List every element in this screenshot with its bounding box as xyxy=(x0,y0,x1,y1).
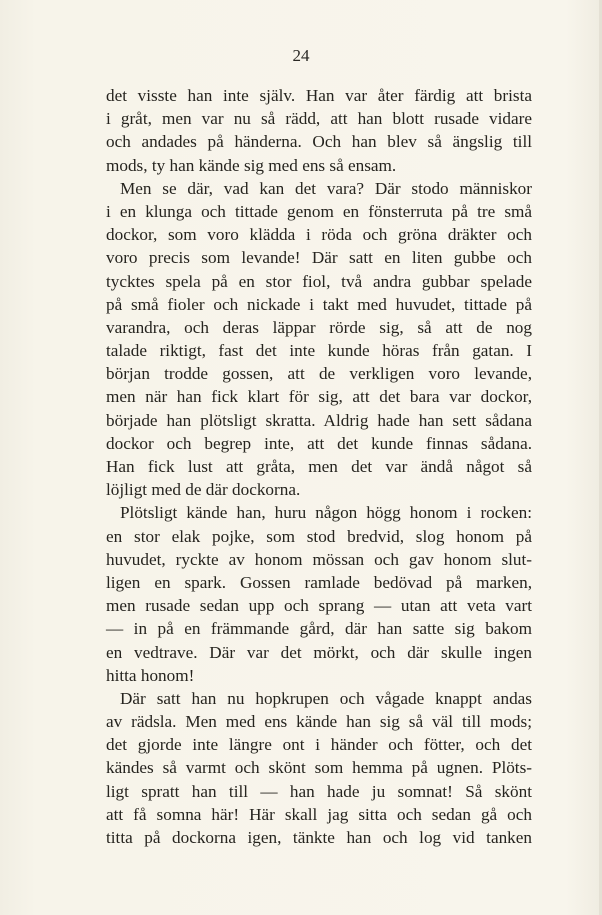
text-line: Där satt han nu hopkrupen och vågade knappt andas xyxy=(120,688,532,708)
text-line: huvudet, ryckte av honom mössan och gav honom slut- xyxy=(106,549,532,569)
text-line: kändes så varmt och skönt som hemma på ugnen. Plöts- xyxy=(106,758,532,778)
text-line: att få somna här! Här skall jag sitta och sedan gå och xyxy=(106,804,532,824)
body-text xyxy=(106,84,532,849)
text-line: Plötsligt kände han, huru någon högg honom i rocken: xyxy=(120,503,532,523)
text-line: Men se där, vad kan det vara? Där stodo människor xyxy=(120,178,532,198)
text-line: men när han fick klart för sig, att det bara var dockor, xyxy=(106,387,532,407)
text-line: mods, ty han kände sig med ens så ensam. xyxy=(106,155,397,175)
text-line: titta på dockorna igen, tänkte han och log vid tanken xyxy=(106,828,532,847)
text-line: men rusade sedan upp och sprang — utan att veta vart xyxy=(106,596,532,616)
text-line: det gjorde inte längre ont i händer och fötter, och det xyxy=(106,735,532,755)
text-line: i gråt, men var nu så rädd, att han blott rusade vidare xyxy=(106,109,532,129)
text-line: talade riktigt, fast det inte kunde höras från gatan. I xyxy=(106,341,532,361)
text-line: i en klunga och tittade genom en fönsterruta på tre små xyxy=(106,201,532,221)
text-line: tycktes spela på en stor fiol, två andra gubbar spelade xyxy=(106,271,532,291)
text-line: varandra, och deras läppar rörde sig, så att de nog xyxy=(106,317,532,337)
text-line: började han plötsligt skratta. Aldrig hade han sett sådana xyxy=(106,410,532,430)
text-line: ligt spratt han till — han hade ju somnat! Så skönt xyxy=(106,781,532,801)
page-number: 24 xyxy=(292,46,310,65)
text-line: löjligt med de där dockorna. xyxy=(106,480,301,500)
text-line: början trodde gossen, att de verkligen voro levande, xyxy=(106,364,532,384)
text-line: en stor elak pojke, som stod bredvid, slog honom på xyxy=(106,526,532,546)
text-line: voro precis som levande! Där satt en liten gubbe och xyxy=(106,248,532,268)
text-line: Han fick lust att gråta, men det var ändå något så xyxy=(106,457,532,476)
text-line: och andades på händerna. Och han blev så ängslig till xyxy=(106,132,532,152)
text-line: av rädsla. Men med ens kände han sig så väl till mods; xyxy=(106,712,532,732)
text-line: på små fioler och nickade i takt med huvudet, tittade på xyxy=(106,294,532,314)
text-line: ligen en spark. Gossen ramlade bedövad på marken, xyxy=(106,572,532,592)
text-line: det visste han inte själv. Han var åter färdig att brista xyxy=(106,86,532,105)
text-line: hitta honom! xyxy=(106,665,195,685)
text-line: en vedtrave. Där var det mörkt, och där skulle ingen xyxy=(106,642,532,662)
text-line: dockor och begrep inte, att det kunde finnas sådana. xyxy=(106,433,532,453)
text-line: dockor, som voro klädda i röda och gröna dräkter och xyxy=(106,225,532,245)
text-line: — in på en främmande gård, där han satte sig bakom xyxy=(106,619,532,639)
